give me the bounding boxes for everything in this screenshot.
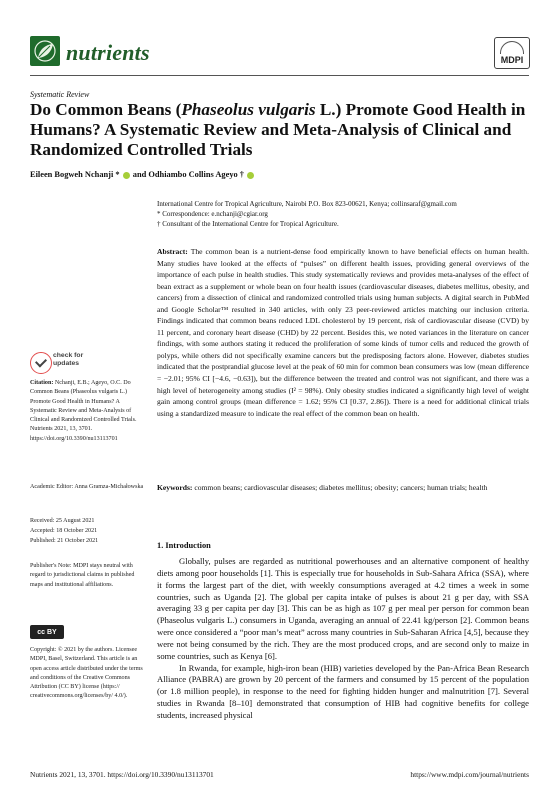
section-heading: 1. Introduction [157, 541, 211, 550]
check-updates-icon[interactable] [30, 352, 52, 374]
keywords [157, 482, 529, 494]
footer-citation[interactable]: Nutrients 2021, 13, 3701. https://doi.org/10.3390/nu13113701 [30, 770, 214, 779]
header-rule [30, 75, 529, 76]
received-date: Received: 25 August 2021 [30, 518, 95, 524]
citation-text[interactable]: Nchanji, E.B.; Ageyo, O.C. Do Common Beans (Phaseolus vulgaris L.) Promote Good Health in Humans? A Systematic Review and Meta-Analysis of Clinical and Randomized Controlled Trials. Nutrients 2021, 13, 3701. https://doi.org/10.3390/nu13113701 [30, 380, 137, 442]
consultant-note: † Consultant of the International Centre for Tropical Agriculture. [157, 220, 339, 228]
article-type: Systematic Review [30, 90, 90, 99]
mdpi-arc-icon [500, 41, 524, 54]
orcid-icon[interactable] [123, 172, 130, 179]
correspondence: * Correspondence: e.nchanji@cgiar.org [157, 210, 268, 218]
leaf-icon [30, 36, 60, 66]
footer-journal-url[interactable]: https://www.mdpi.com/journal/nutrients [410, 770, 529, 779]
accepted-date: Accepted: 18 October 2021 [30, 528, 98, 534]
paragraph: Globally, pulses are regarded as nutritional powerhouses and an alternative component of healthy diets among poor households [1]. This is especially true for households in Sub-Sahara Africa (SSA), where it forms the largest part of the diet, with weekly consumptions averaged at 4.2 times a week in some countries, such as Uganda [2]. The global per capita intake of pulses is about 21 g per day, with SSA averaging 33 g per capita per day [3]. This can be as high as 107 g per meal per person for common bean (Phaseolus vulgaris L.) consumers in Uganda, averaging an annual of 22.41 kg/person [2]. Common beans were once considered a “poor man’s meat” across many countries in Sub-Saharan Africa [4,5], because they were not being consumed by the rich. They are the most produced crops, and are second only to maize in some countries, such as Kenya [6]. [157, 556, 529, 661]
affiliation: International Centre for Tropical Agriculture, Nairobi P.O. Box 823-00621, Kenya; collinsaraf@gmail.com [157, 200, 457, 208]
paragraph: In Rwanda, for example, high-iron bean (HIB) varieties developed by the Pan-Africa Bean Research Alliance (PABRA) are grown by 20 percent of the farmers and consumed by 15 percent of the population (or 1.8 million people), in response to the need for fighting hidden hunger and malnutrition [7]. Several studies in Rwanda [8–10] demonstrated that consumption of HIB had cognitive benefits for college students, increased physical [157, 662, 529, 720]
copyright: Copyright: © 2021 by the authors. Licensee MDPI, Basel, Switzerland. This article is an open access article distributed under the terms and conditions of the Creative Commons Attribution (CC BY) license (https:// creativecommons.org/licenses/by/ 4.0/). [30, 647, 143, 700]
orcid-icon[interactable] [247, 172, 254, 179]
abstract-label: Abstract: [157, 247, 188, 256]
citation-label: Citation: [30, 380, 54, 386]
journal-logo [30, 36, 60, 66]
article-title: Do Common Beans (Phaseolus vulgaris L.) Promote Good Health in Humans? A Systematic Review and Meta-Analysis of Clinical and Randomized Controlled Trials [30, 100, 526, 159]
author-list [30, 170, 255, 179]
publisher-note: Publisher's Note: MDPI stays neutral with regard to jurisdictional claims in published maps and institutional affiliations. [30, 563, 135, 588]
check-updates-label[interactable]: check for updates [53, 352, 84, 367]
mdpi-logo-text: MDPI [500, 55, 524, 65]
abstract [157, 246, 529, 419]
keywords-label: Keywords: [157, 483, 193, 492]
academic-editor: Academic Editor: Anna Gramza-Michałowska [30, 484, 144, 490]
keywords-text: common beans; cardiovascular diseases; diabetes mellitus; obesity; cancers; human trials; health [194, 483, 488, 492]
author-1[interactable]: Eileen Bogweh Nchanji * [30, 170, 120, 179]
citation [30, 379, 145, 444]
published-date: Published: 21 October 2021 [30, 538, 99, 544]
cc-by-license-icon[interactable]: cc BY [30, 625, 64, 639]
journal-name: nutrients [66, 40, 150, 65]
body-text [157, 556, 529, 722]
abstract-text: The common bean is a nutrient-dense food empirically known to have beneficial effects on human health. Many studies have looked at the effects of “pulses” on different health issues, providing general overviews of the importance of each pulse in health studies. This study systematically reviews and provides meta-analyses of the effect of bean extract as a supplement or whole bean on four health issues (cardiovascular diseases, diabetes mellitus, obesity, and cancers) from a dissection of clinical and randomized controlled trials using human subjects. A digital search in PubMed and Google Scholar™ resulted in 340 articles, with only 23 peer-reviewed articles matching our inclusion criteria. Findings indicated that common beans reduced LDL cholesterol by 19 percent, risk of cardiovascular disease (CVD) by 11 percent, and coronary heart disease (CHD) by 22 percent. Besides this, we noted variances in the literature on cancer findings, with some authors stating it reduced the proliferation of some kinds of tumor cells and reduced the growth of polyps, while others did not specifically examine cancers but the predisposing factors alone. However, diabetes studies indicated that the postprandial glucose level at the peak of 60 min for common bean consumers was low (mean difference = −2.01; 95% CI [−4.6, −0.63]), but the difference between the treated and control was not significant, and there was a high level of heterogeneity among studies (I² = 98%). Only obesity studies indicated a significantly high level of weight gain among control groups (mean difference = 1.62; 95% CI [0.37, 2.86]). There is a need for additional clinical trials using a standardized measure to indicate the real effect of the common bean on health. [157, 247, 529, 418]
author-2[interactable]: and Odhiambo Collins Ageyo † [132, 170, 244, 179]
mdpi-logo [494, 37, 530, 69]
